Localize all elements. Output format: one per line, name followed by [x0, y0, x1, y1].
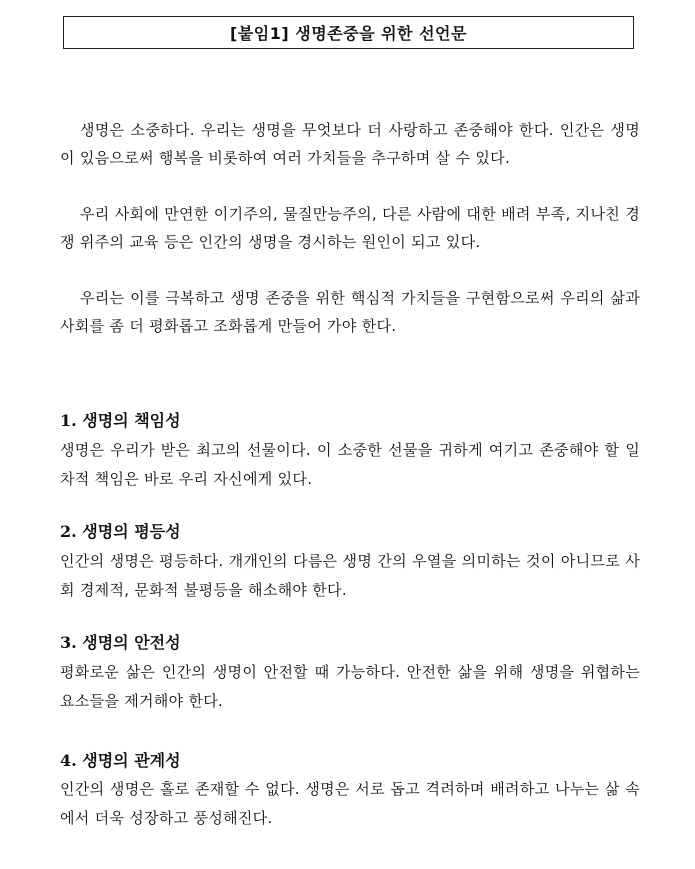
section-heading-safety: 3. 생명의 안전성 — [60, 633, 181, 652]
section-body-responsibility: 생명은 우리가 받은 최고의 선물이다. 이 소중한 선물을 귀하게 여기고 존중해야 할 일차적 책임은 바로 우리 자신에게 있다. — [60, 441, 640, 488]
section-body-equality: 인간의 생명은 평등하다. 개개인의 다름은 생명 간의 우열을 의미하는 것이 아니므로 사회 경제적, 문화적 불평등을 해소해야 한다. — [60, 552, 640, 599]
document-title: [붙임1] 생명존중을 위한 선언문 — [63, 16, 634, 49]
intro-paragraph-1: 생명은 소중하다. 우리는 생명을 무엇보다 더 사랑하고 존중해야 한다. 인간은 생명이 있음으로써 행복을 비롯하여 여러 가치들을 추구하며 살 수 있다. — [60, 121, 640, 167]
section-body-safety: 평화로운 삶은 인간의 생명이 안전할 때 가능하다. 안전한 삶을 위해 생명을 위협하는 요소들을 제거해야 한다. — [60, 663, 640, 710]
section-body-relationship: 인간의 생명은 홀로 존재할 수 없다. 생명은 서로 돕고 격려하며 배려하고 나누는 삶 속에서 더욱 성장하고 풍성해진다. — [60, 780, 640, 827]
section-heading-responsibility: 1. 생명의 책임성 — [60, 411, 181, 430]
intro-paragraph-3: 우리는 이를 극복하고 생명 존중을 위한 핵심적 가치들을 구현함으로써 우리의 삶과 사회를 좀 더 평화롭고 조화롭게 만들어 가야 한다. — [60, 289, 640, 335]
section-heading-relationship: 4. 생명의 관계성 — [60, 751, 181, 770]
section-heading-equality: 2. 생명의 평등성 — [60, 522, 181, 541]
intro-paragraph-2: 우리 사회에 만연한 이기주의, 물질만능주의, 다른 사람에 대한 배려 부족, 지나친 경쟁 위주의 교육 등은 인간의 생명을 경시하는 원인이 되고 있다. — [60, 205, 640, 251]
